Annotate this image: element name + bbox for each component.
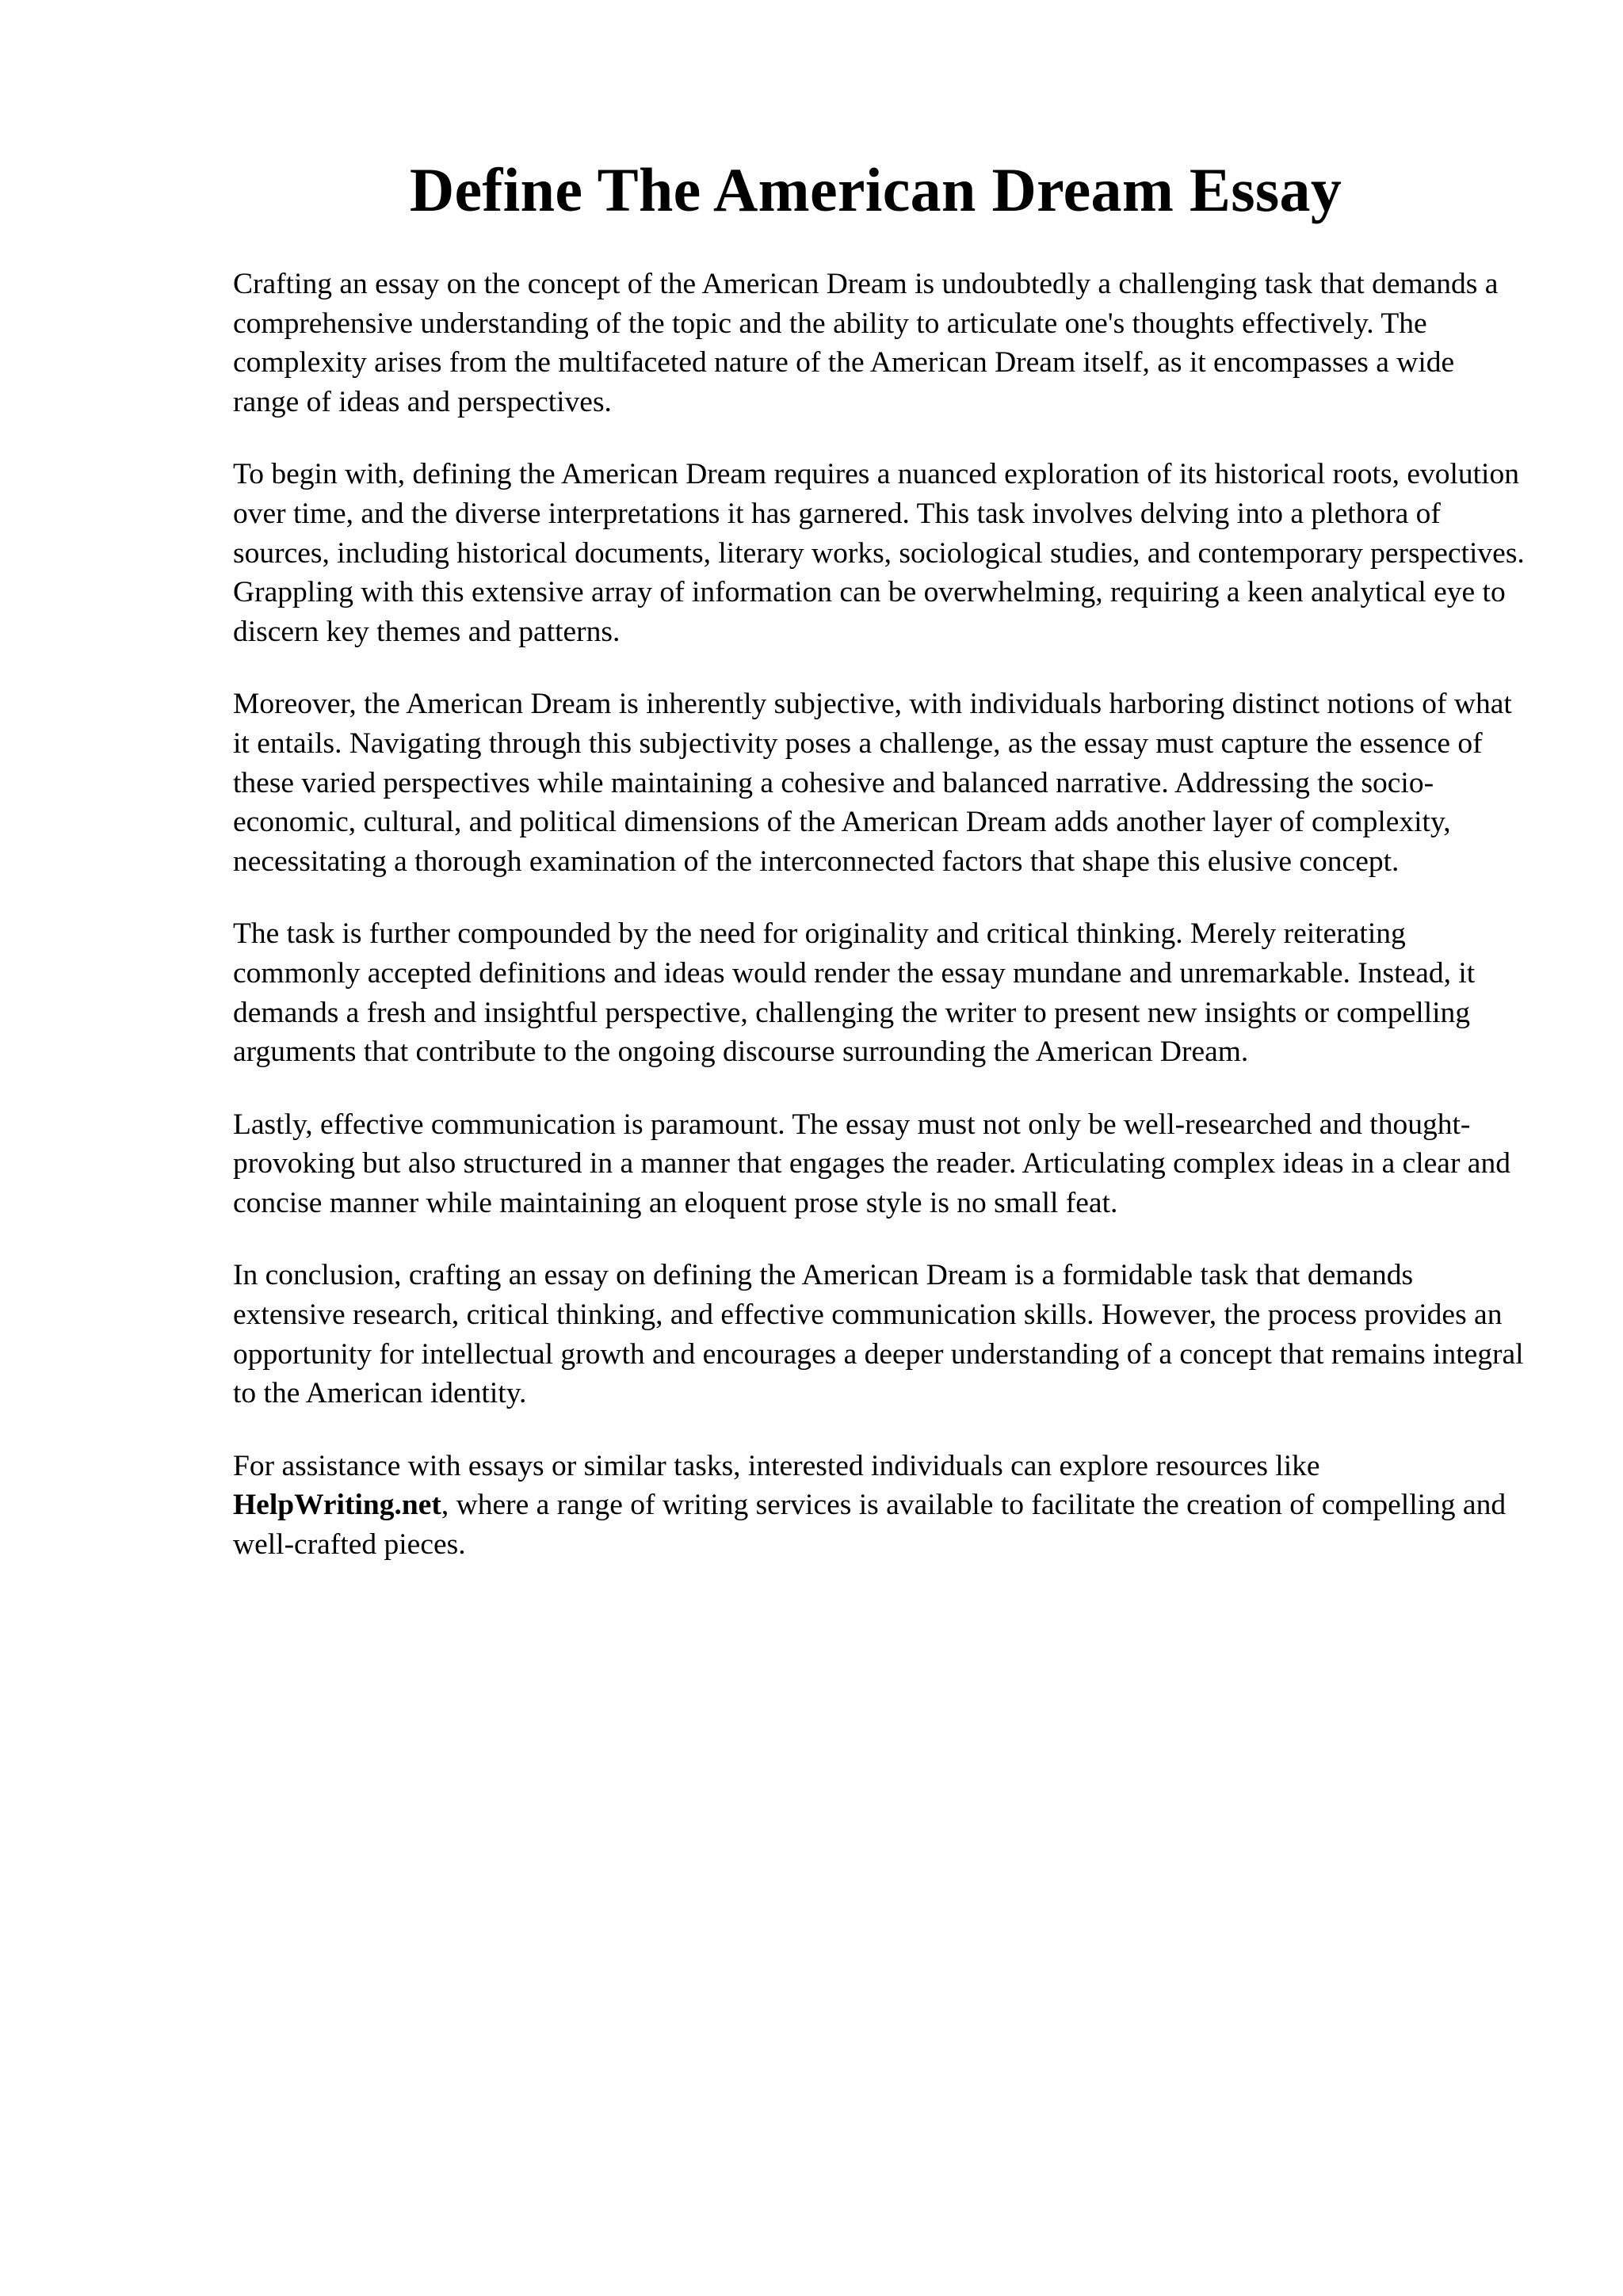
essay-body	[233, 265, 1525, 1598]
page-title: Define The American Dream Essay	[409, 155, 1342, 224]
paragraph-6: In conclusion, crafting an essay on defining the American Dream is a formidable task that demands extensive research, critical thinking, and effective communication skills. However, the process provides an opportunity for intellectual growth and encourages a deeper understanding of a concept that remains integral to the American identity.	[233, 1259, 1524, 1410]
closing-text-before: For assistance with essays or similar tasks, interested individuals can explore resources like	[233, 1449, 1320, 1482]
paragraph-2: To begin with, defining the American Dream requires a nuanced exploration of its historical roots, evolution over time, and the diverse interpretations it has garnered. This task involves delving into a plethora of sources, including historical documents, literary works, sociological studies, and contemporary perspectives. Grappling with this extensive array of information can be overwhelming, requiring a keen analytical eye to discern key themes and patterns.	[233, 458, 1525, 648]
paragraph-4: The task is further compounded by the need for originality and critical thinking. Merely reiterating commonly accepted definitions and ideas would render the essay mundane and unremarkable. Instead, it demands a fresh and insightful perspective, challenging the writer to present new insights or compelling arguments that contribute to the ongoing discourse surrounding the American Dream.	[233, 917, 1476, 1069]
paragraph-1: Crafting an essay on the concept of the American Dream is undoubtedly a challenging task that demands a comprehensive understanding of the topic and the ability to articulate one's thoughts effectively. The complexity arises from the multifaceted nature of the American Dream itself, as it encompasses a wide range of ideas and perspectives.	[233, 268, 1499, 418]
paragraph-5: Lastly, effective communication is paramount. The essay must not only be well-researched and thought-provoking but also structured in a manner that engages the reader. Articulating complex ideas in a clear and concise manner while maintaining an eloquent prose style is no small feat.	[233, 1108, 1510, 1219]
brand-name: HelpWriting.net	[233, 1489, 441, 1522]
closing-text-after: , where a range of writing services is available to facilitate the creation of compelling and well-crafted pieces.	[233, 1489, 1507, 1562]
paragraph-3: Moreover, the American Dream is inherently subjective, with individuals harboring distinct notions of what it entails. Navigating through this subjectivity poses a challenge, as the essay must capture the essence of these varied perspectives while maintaining a cohesive and balanced narrative. Addressing the socio-economic, cultural, and political dimensions of the American Dream adds another layer of complexity, necessitating a thorough examination of the interconnected factors that shape this elusive concept.	[233, 688, 1512, 878]
closing-paragraph	[233, 1447, 1525, 1565]
